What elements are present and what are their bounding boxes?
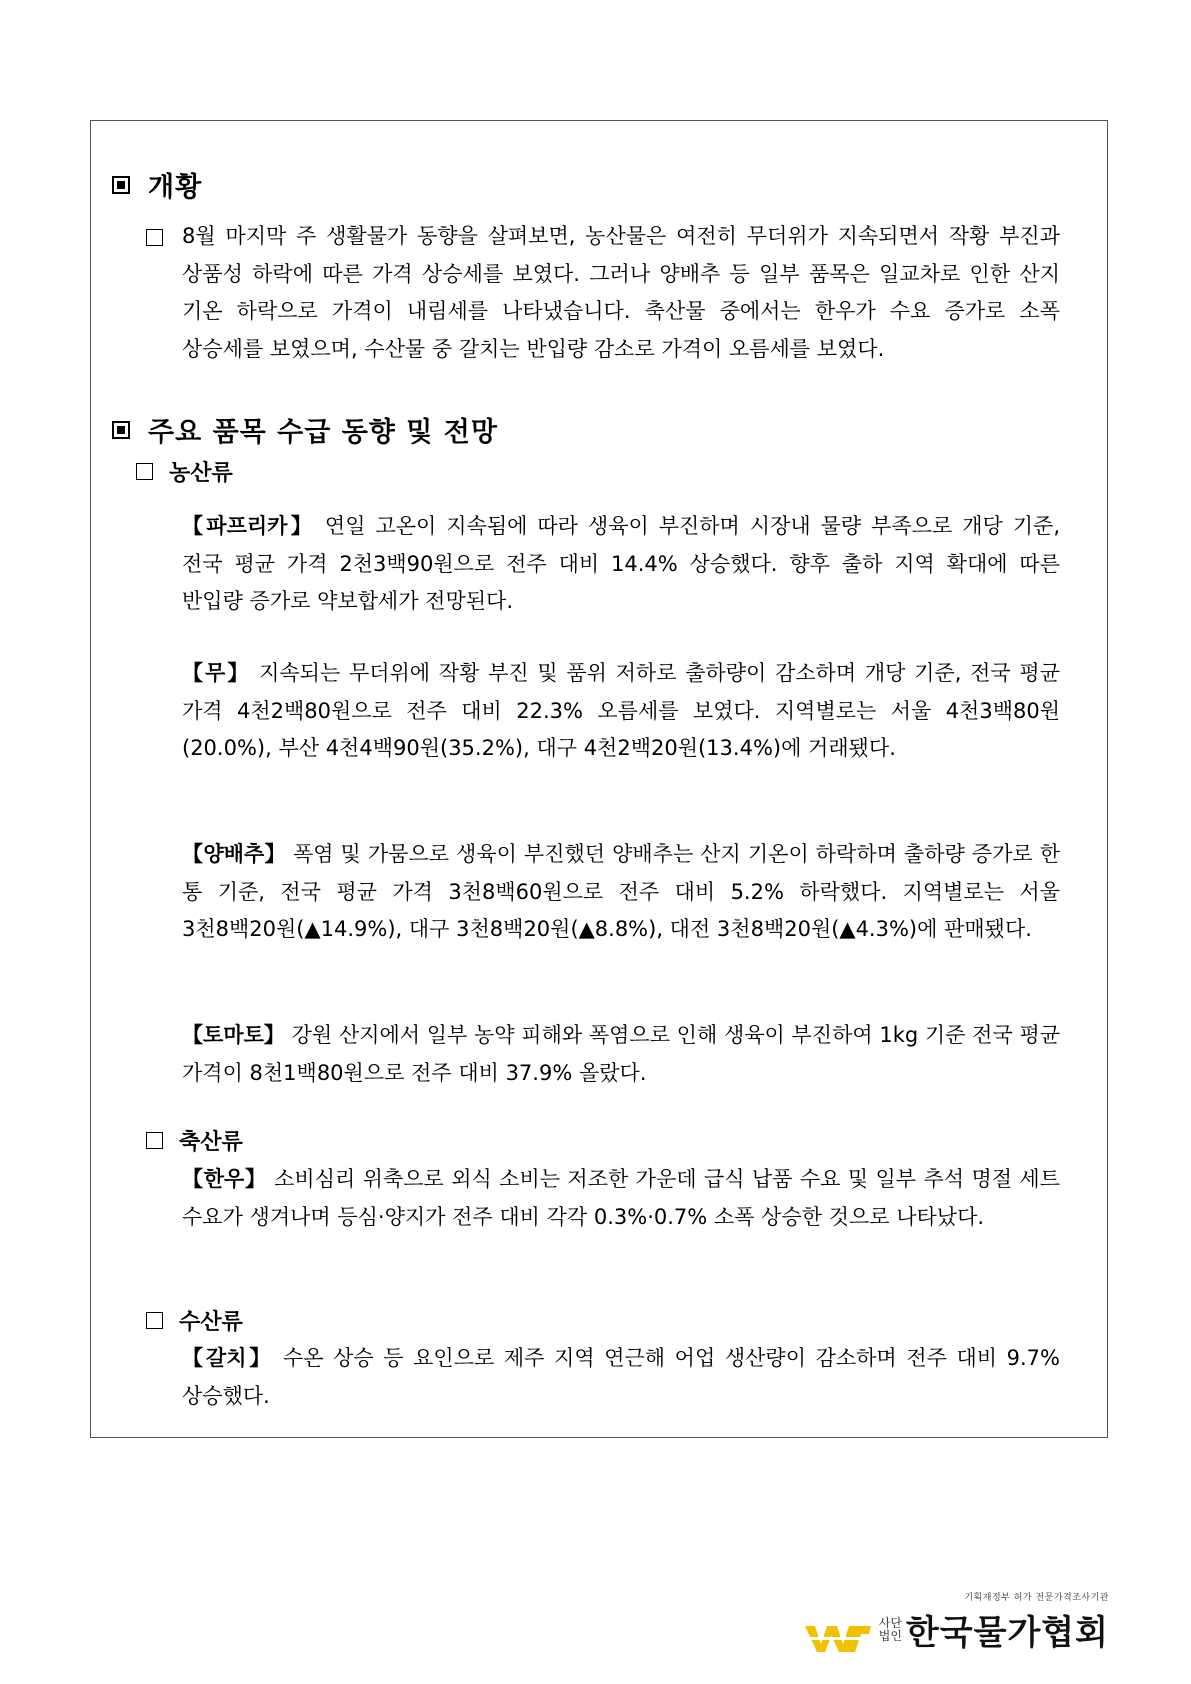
filled-square-icon xyxy=(112,176,130,194)
overview-paragraph xyxy=(182,218,1060,368)
overview-text: 8월 마지막 주 생활물가 동향을 살펴보면, 농산물은 여전히 무더위가 지속되면서 작황 부진과 상품성 하락에 따른 가격 상승세를 보였다. 그러나 양배추 등 일부 품목은 일교차로 인한 산지 기온 하락으로 가격이 내림세를 나타냈습니다. 축산물 중에서는 한우가 수요 증가로 소폭 상승세를 보였으며, 수산물 중 갈치는 반입량 감소로 가격이 오름세를 보였다. xyxy=(182,224,1060,361)
section-title: 농산류 xyxy=(169,461,233,486)
item-radish xyxy=(182,655,1060,768)
item-tag: 【양배추】 xyxy=(182,842,286,866)
logo-corp-top: 사단 xyxy=(878,1615,902,1630)
filled-square-icon xyxy=(112,421,130,439)
logo-text xyxy=(879,1590,1109,1654)
item-paprika xyxy=(182,508,1060,621)
main-heading xyxy=(112,410,498,449)
item-text: 연일 고온이 지속됨에 따라 생육이 부진하며 시장내 물량 부족으로 개당 기준, 전국 평균 가격 2천3백90원으로 전주 대비 14.4% 상승했다. 향후 출하 지역 확대에 따른 반입량 증가로 약보합세가 전망된다. xyxy=(182,514,1060,613)
section-heading-fishery xyxy=(146,1305,243,1336)
item-tag: 【한우】 xyxy=(182,1167,267,1191)
item-text: 소비심리 위축으로 외식 소비는 저조한 가운데 급식 납품 수요 및 일부 추석 명절 세트 수요가 생겨나며 등심·양지가 전주 대비 각각 0.3%·0.7% 소폭 상승한 것으로 나타났다. xyxy=(182,1167,1060,1229)
logo-main xyxy=(879,1605,1109,1654)
kpa-logo-icon xyxy=(805,1624,871,1654)
empty-square-icon xyxy=(146,229,163,246)
overview-heading xyxy=(112,165,202,204)
item-tomato xyxy=(182,1017,1060,1092)
item-tag: 【파프리카】 xyxy=(182,514,315,538)
logo-corp-bottom: 법인 xyxy=(878,1628,902,1643)
logo-corp xyxy=(879,1617,902,1643)
item-hanwoo xyxy=(182,1161,1060,1236)
item-tag: 【무】 xyxy=(182,661,251,685)
section-heading-agri xyxy=(136,456,233,487)
item-tag: 【갈치】 xyxy=(182,1346,274,1370)
section-title: 수산류 xyxy=(179,1310,243,1335)
empty-square-icon xyxy=(146,1312,163,1329)
item-text: 폭염 및 가뭄으로 생육이 부진했던 양배추는 산지 기온이 하락하며 출하량 증가로 한 통 기준, 전국 평균 가격 3천8백60원으로 전주 대비 5.2% 하락했다. 지역별로는 서울 3천8백20원(▲14.9%), 대구 3천8백20원(▲8.8%), 대전 3천8백20원(▲4.3%)에 판매됐다. xyxy=(182,842,1060,941)
footer-logo xyxy=(805,1590,1109,1654)
overview-heading-text: 개황 xyxy=(148,172,203,203)
empty-square-icon xyxy=(146,1132,163,1149)
item-hairtail xyxy=(182,1340,1060,1415)
empty-square-icon xyxy=(136,463,153,480)
logo-subtitle: 기획재정부 허가 전문가격조사기관 xyxy=(964,1593,1109,1603)
main-heading-text: 주요 품목 수급 동향 및 전망 xyxy=(148,417,498,448)
section-title: 축산류 xyxy=(179,1130,243,1155)
logo-name: 한국물가협회 xyxy=(905,1613,1109,1653)
section-heading-livestock xyxy=(146,1125,243,1156)
item-text: 강원 산지에서 일부 농약 피해와 폭염으로 인해 생육이 부진하여 1kg 기준 전국 평균 가격이 8천1백80원으로 전주 대비 37.9% 올랐다. xyxy=(182,1023,1061,1085)
item-text: 수온 상승 등 요인으로 제주 지역 연근해 어업 생산량이 감소하며 전주 대비 9.7% 상승했다. xyxy=(182,1346,1060,1408)
item-cabbage xyxy=(182,836,1060,949)
item-tag: 【토마토】 xyxy=(182,1023,285,1047)
item-text: 지속되는 무더위에 작황 부진 및 품위 저하로 출하량이 감소하며 개당 기준, 전국 평균 가격 4천2백80원으로 전주 대비 22.3% 오름세를 보였다. 지역별로는 서울 4천3백80원(20.0%), 부산 4천4백90원(35.2%), 대구 4천2백20원(13.4%)에 거래됐다. xyxy=(182,661,1060,760)
